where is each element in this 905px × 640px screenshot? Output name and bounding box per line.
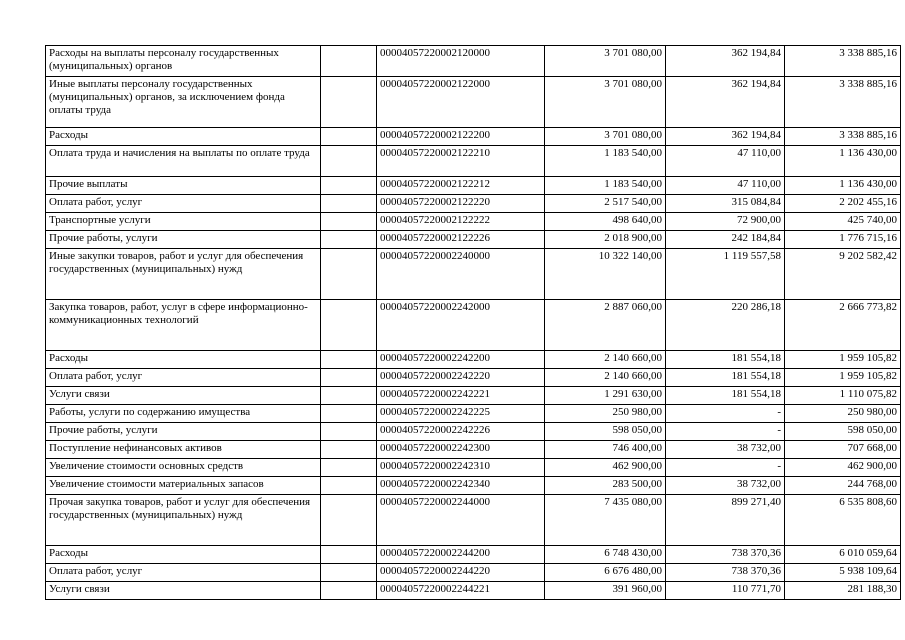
approved-amount-cell: 746 400,00 [545, 441, 666, 459]
remaining-amount-cell: 3 338 885,16 [785, 46, 901, 77]
remaining-amount-cell: 5 938 109,64 [785, 564, 901, 582]
remaining-amount-cell: 3 338 885,16 [785, 128, 901, 146]
expense-name-cell: Оплата работ, услуг [46, 564, 321, 582]
approved-amount-cell: 3 701 080,00 [545, 128, 666, 146]
table-row [46, 477, 901, 495]
table-row [46, 177, 901, 195]
table-row [46, 582, 901, 600]
remaining-amount-cell: 3 338 885,16 [785, 77, 901, 128]
table-row [46, 231, 901, 249]
empty-cell [321, 369, 377, 387]
table-row [46, 146, 901, 177]
expense-name-cell: Оплата труда и начисления на выплаты по оплате труда [46, 146, 321, 177]
expense-name-cell: Услуги связи [46, 387, 321, 405]
executed-amount-cell: 242 184,84 [666, 231, 785, 249]
classification-code-cell: 00004057220002244000 [377, 495, 545, 546]
expense-name-cell: Закупка товаров, работ, услуг в сфере информационно-коммуникационных технологий [46, 300, 321, 351]
table-row [46, 351, 901, 369]
expense-name-cell: Прочие работы, услуги [46, 423, 321, 441]
remaining-amount-cell: 598 050,00 [785, 423, 901, 441]
approved-amount-cell: 1 291 630,00 [545, 387, 666, 405]
expense-name-cell: Расходы [46, 351, 321, 369]
empty-cell [321, 582, 377, 600]
executed-amount-cell: 47 110,00 [666, 177, 785, 195]
classification-code-cell: 00004057220002122226 [377, 231, 545, 249]
remaining-amount-cell: 462 900,00 [785, 459, 901, 477]
classification-code-cell: 00004057220002122000 [377, 77, 545, 128]
executed-amount-cell: 1 119 557,58 [666, 249, 785, 300]
expense-name-cell: Расходы [46, 128, 321, 146]
executed-amount-cell: 738 370,36 [666, 546, 785, 564]
approved-amount-cell: 7 435 080,00 [545, 495, 666, 546]
expense-name-cell: Иные закупки товаров, работ и услуг для обеспечения государственных (муниципальных) нужд [46, 249, 321, 300]
approved-amount-cell: 2 018 900,00 [545, 231, 666, 249]
empty-cell [321, 423, 377, 441]
executed-amount-cell: 47 110,00 [666, 146, 785, 177]
expense-name-cell: Услуги связи [46, 582, 321, 600]
empty-cell [321, 46, 377, 77]
remaining-amount-cell: 425 740,00 [785, 213, 901, 231]
approved-amount-cell: 598 050,00 [545, 423, 666, 441]
classification-code-cell: 00004057220002242300 [377, 441, 545, 459]
classification-code-cell: 00004057220002242226 [377, 423, 545, 441]
executed-amount-cell: - [666, 405, 785, 423]
table-row [46, 387, 901, 405]
remaining-amount-cell: 9 202 582,42 [785, 249, 901, 300]
empty-cell [321, 177, 377, 195]
classification-code-cell: 00004057220002242220 [377, 369, 545, 387]
approved-amount-cell: 2 140 660,00 [545, 351, 666, 369]
remaining-amount-cell: 6 010 059,64 [785, 546, 901, 564]
executed-amount-cell: 220 286,18 [666, 300, 785, 351]
classification-code-cell: 00004057220002242221 [377, 387, 545, 405]
classification-code-cell: 00004057220002244200 [377, 546, 545, 564]
table-row [46, 300, 901, 351]
remaining-amount-cell: 1 776 715,16 [785, 231, 901, 249]
empty-cell [321, 477, 377, 495]
classification-code-cell: 00004057220002242340 [377, 477, 545, 495]
expense-name-cell: Оплата работ, услуг [46, 195, 321, 213]
table-row [46, 546, 901, 564]
expense-name-cell: Расходы на выплаты персоналу государственных (муниципальных) органов [46, 46, 321, 77]
classification-code-cell: 00004057220002242310 [377, 459, 545, 477]
approved-amount-cell: 2 887 060,00 [545, 300, 666, 351]
remaining-amount-cell: 244 768,00 [785, 477, 901, 495]
remaining-amount-cell: 1 136 430,00 [785, 177, 901, 195]
classification-code-cell: 00004057220002122210 [377, 146, 545, 177]
executed-amount-cell: 181 554,18 [666, 351, 785, 369]
approved-amount-cell: 462 900,00 [545, 459, 666, 477]
remaining-amount-cell: 6 535 808,60 [785, 495, 901, 546]
classification-code-cell: 00004057220002244221 [377, 582, 545, 600]
table-row [46, 195, 901, 213]
empty-cell [321, 405, 377, 423]
executed-amount-cell: - [666, 423, 785, 441]
table-row [46, 459, 901, 477]
expense-name-cell: Оплата работ, услуг [46, 369, 321, 387]
table-row [46, 441, 901, 459]
table-row [46, 77, 901, 128]
table-row [46, 495, 901, 546]
expense-name-cell: Прочая закупка товаров, работ и услуг для обеспечения государственных (муниципальных) нужд [46, 495, 321, 546]
empty-cell [321, 195, 377, 213]
table-row [46, 46, 901, 77]
executed-amount-cell: 899 271,40 [666, 495, 785, 546]
empty-cell [321, 459, 377, 477]
executed-amount-cell: 181 554,18 [666, 387, 785, 405]
table-row [46, 369, 901, 387]
expense-name-cell: Прочие выплаты [46, 177, 321, 195]
classification-code-cell: 00004057220002242000 [377, 300, 545, 351]
remaining-amount-cell: 1 110 075,82 [785, 387, 901, 405]
approved-amount-cell: 3 701 080,00 [545, 77, 666, 128]
approved-amount-cell: 283 500,00 [545, 477, 666, 495]
expense-name-cell: Поступление нефинансовых активов [46, 441, 321, 459]
empty-cell [321, 351, 377, 369]
executed-amount-cell: - [666, 459, 785, 477]
classification-code-cell: 00004057220002122212 [377, 177, 545, 195]
approved-amount-cell: 3 701 080,00 [545, 46, 666, 77]
table-row [46, 405, 901, 423]
classification-code-cell: 00004057220002122220 [377, 195, 545, 213]
expense-name-cell: Работы, услуги по содержанию имущества [46, 405, 321, 423]
executed-amount-cell: 362 194,84 [666, 46, 785, 77]
approved-amount-cell: 6 676 480,00 [545, 564, 666, 582]
empty-cell [321, 387, 377, 405]
executed-amount-cell: 72 900,00 [666, 213, 785, 231]
classification-code-cell: 00004057220002122200 [377, 128, 545, 146]
empty-cell [321, 495, 377, 546]
remaining-amount-cell: 1 136 430,00 [785, 146, 901, 177]
classification-code-cell: 00004057220002242225 [377, 405, 545, 423]
approved-amount-cell: 2 140 660,00 [545, 369, 666, 387]
executed-amount-cell: 362 194,84 [666, 128, 785, 146]
empty-cell [321, 249, 377, 300]
approved-amount-cell: 498 640,00 [545, 213, 666, 231]
approved-amount-cell: 1 183 540,00 [545, 146, 666, 177]
remaining-amount-cell: 2 666 773,82 [785, 300, 901, 351]
approved-amount-cell: 6 748 430,00 [545, 546, 666, 564]
empty-cell [321, 300, 377, 351]
remaining-amount-cell: 250 980,00 [785, 405, 901, 423]
empty-cell [321, 146, 377, 177]
executed-amount-cell: 738 370,36 [666, 564, 785, 582]
executed-amount-cell: 110 771,70 [666, 582, 785, 600]
expense-name-cell: Иные выплаты персоналу государственных (муниципальных) органов, за исключением фонда оплаты труда [46, 77, 321, 128]
executed-amount-cell: 362 194,84 [666, 77, 785, 128]
remaining-amount-cell: 281 188,30 [785, 582, 901, 600]
expense-name-cell: Увеличение стоимости основных средств [46, 459, 321, 477]
empty-cell [321, 77, 377, 128]
classification-code-cell: 00004057220002244220 [377, 564, 545, 582]
classification-code-cell: 00004057220002122222 [377, 213, 545, 231]
expense-name-cell: Расходы [46, 546, 321, 564]
approved-amount-cell: 391 960,00 [545, 582, 666, 600]
remaining-amount-cell: 1 959 105,82 [785, 369, 901, 387]
approved-amount-cell: 2 517 540,00 [545, 195, 666, 213]
empty-cell [321, 441, 377, 459]
approved-amount-cell: 10 322 140,00 [545, 249, 666, 300]
classification-code-cell: 00004057220002240000 [377, 249, 545, 300]
empty-cell [321, 128, 377, 146]
approved-amount-cell: 1 183 540,00 [545, 177, 666, 195]
executed-amount-cell: 38 732,00 [666, 477, 785, 495]
executed-amount-cell: 315 084,84 [666, 195, 785, 213]
remaining-amount-cell: 707 668,00 [785, 441, 901, 459]
remaining-amount-cell: 2 202 455,16 [785, 195, 901, 213]
empty-cell [321, 213, 377, 231]
table-body [46, 46, 901, 600]
executed-amount-cell: 181 554,18 [666, 369, 785, 387]
table-row [46, 564, 901, 582]
empty-cell [321, 546, 377, 564]
expense-name-cell: Транспортные услуги [46, 213, 321, 231]
classification-code-cell: 00004057220002242200 [377, 351, 545, 369]
empty-cell [321, 231, 377, 249]
approved-amount-cell: 250 980,00 [545, 405, 666, 423]
empty-cell [321, 564, 377, 582]
executed-amount-cell: 38 732,00 [666, 441, 785, 459]
expense-name-cell: Прочие работы, услуги [46, 231, 321, 249]
expense-name-cell: Увеличение стоимости материальных запасов [46, 477, 321, 495]
remaining-amount-cell: 1 959 105,82 [785, 351, 901, 369]
table-row [46, 423, 901, 441]
table-row [46, 213, 901, 231]
budget-execution-table [45, 45, 901, 600]
classification-code-cell: 00004057220002120000 [377, 46, 545, 77]
table-row [46, 128, 901, 146]
table-row [46, 249, 901, 300]
